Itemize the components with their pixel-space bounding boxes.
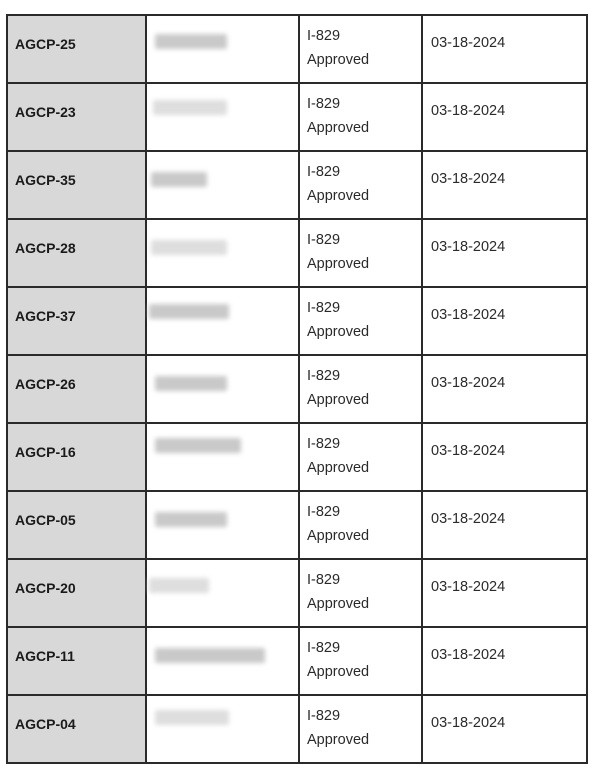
case-id: AGCP-20: [8, 560, 147, 626]
form-status-cell: [300, 696, 423, 762]
table-row: [8, 16, 586, 84]
form-type: I-829: [307, 300, 341, 316]
redacted-name: [147, 696, 300, 762]
case-id: AGCP-37: [8, 288, 147, 354]
table-row: [8, 356, 586, 424]
redacted-name: [147, 356, 300, 422]
redacted-name: [147, 220, 300, 286]
status-text: Approved: [307, 460, 370, 476]
table-row: [8, 696, 586, 764]
redacted-name: [147, 84, 300, 150]
case-id: AGCP-11: [8, 628, 147, 694]
case-id: AGCP-23: [8, 84, 147, 150]
redacted-name: [147, 492, 300, 558]
approval-date: 03-18-2024: [431, 579, 506, 595]
status-text: Approved: [307, 188, 370, 204]
case-status-table: [6, 14, 588, 764]
form-type: I-829: [307, 504, 341, 520]
table-row: [8, 288, 586, 356]
redacted-name: [147, 628, 300, 694]
status-text: Approved: [307, 528, 370, 544]
table-row: [8, 152, 586, 220]
form-type: I-829: [307, 28, 341, 44]
redacted-name: [147, 560, 300, 626]
form-status-cell: [300, 288, 423, 354]
table-row: [8, 84, 586, 152]
approval-date: 03-18-2024: [431, 307, 506, 323]
case-id: AGCP-35: [8, 152, 147, 218]
form-type: I-829: [307, 572, 341, 588]
table-row: [8, 628, 586, 696]
status-text: Approved: [307, 596, 370, 612]
table-row: [8, 560, 586, 628]
redacted-name: [147, 424, 300, 490]
form-type: I-829: [307, 164, 341, 180]
table-row: [8, 424, 586, 492]
table-row: [8, 492, 586, 560]
status-text: Approved: [307, 732, 370, 748]
case-id: AGCP-05: [8, 492, 147, 558]
table-row: [8, 220, 586, 288]
approval-date: 03-18-2024: [431, 375, 506, 391]
approval-date: 03-18-2024: [431, 171, 506, 187]
form-status-cell: [300, 16, 423, 82]
form-status-cell: [300, 84, 423, 150]
case-id: AGCP-26: [8, 356, 147, 422]
redacted-name: [147, 152, 300, 218]
form-status-cell: [300, 152, 423, 218]
status-text: Approved: [307, 120, 370, 136]
form-type: I-829: [307, 436, 341, 452]
status-text: Approved: [307, 392, 370, 408]
redacted-name: [147, 16, 300, 82]
case-id: AGCP-04: [8, 696, 147, 762]
status-text: Approved: [307, 256, 370, 272]
approval-date: 03-18-2024: [431, 103, 506, 119]
form-status-cell: [300, 356, 423, 422]
redacted-name: [147, 288, 300, 354]
status-text: Approved: [307, 324, 370, 340]
status-text: Approved: [307, 52, 370, 68]
form-status-cell: [300, 492, 423, 558]
case-id: AGCP-16: [8, 424, 147, 490]
approval-date: 03-18-2024: [431, 35, 506, 51]
form-status-cell: [300, 424, 423, 490]
approval-date: 03-18-2024: [431, 511, 506, 527]
approval-date: 03-18-2024: [431, 239, 506, 255]
approval-date: 03-18-2024: [431, 647, 506, 663]
form-type: I-829: [307, 96, 341, 112]
status-text: Approved: [307, 664, 370, 680]
case-id: AGCP-28: [8, 220, 147, 286]
form-status-cell: [300, 220, 423, 286]
form-type: I-829: [307, 708, 341, 724]
form-type: I-829: [307, 232, 341, 248]
approval-date: 03-18-2024: [431, 715, 506, 731]
form-status-cell: [300, 560, 423, 626]
form-status-cell: [300, 628, 423, 694]
form-type: I-829: [307, 368, 341, 384]
case-id: AGCP-25: [8, 16, 147, 82]
form-type: I-829: [307, 640, 341, 656]
approval-date: 03-18-2024: [431, 443, 506, 459]
